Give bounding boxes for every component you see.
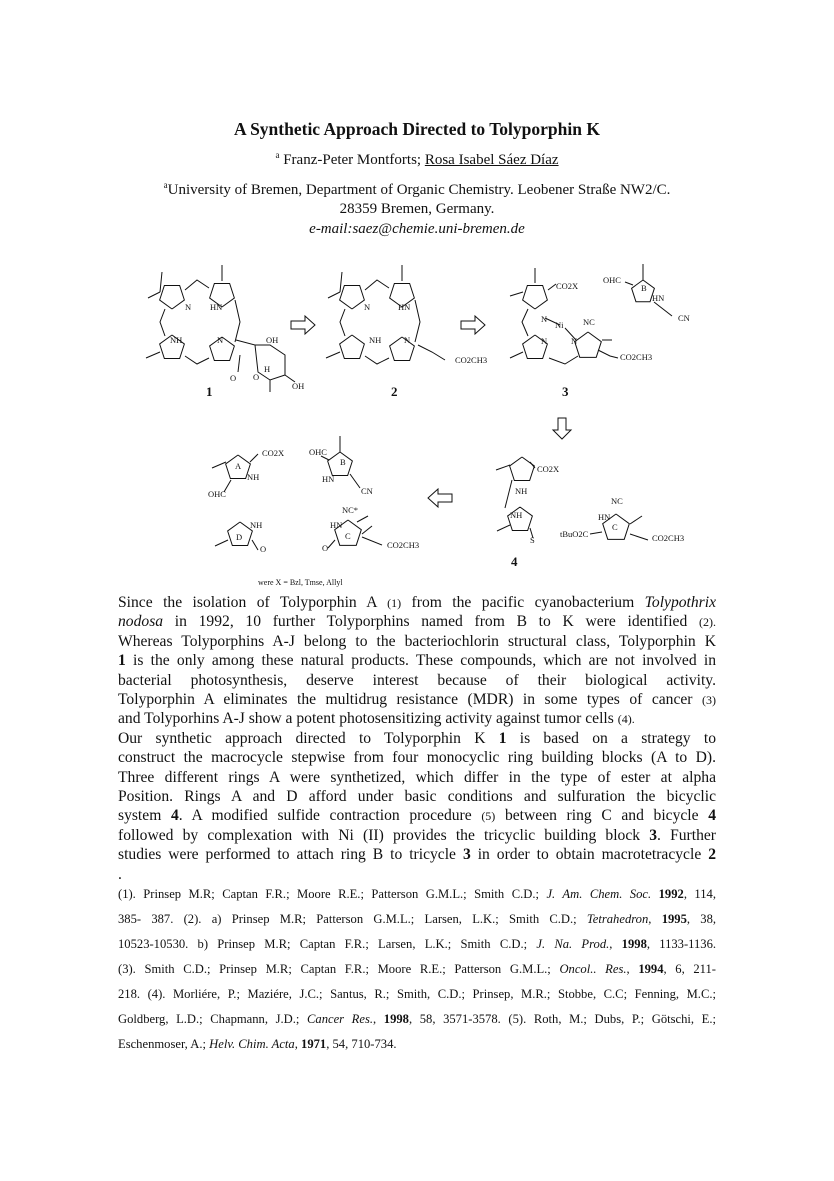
structure-atom-label: OHC <box>603 275 621 285</box>
bond <box>350 474 360 488</box>
structure-atom-label: NH <box>369 335 382 345</box>
structure-atom-label: D <box>236 532 243 542</box>
text-segment: , <box>648 912 662 926</box>
text-segment: followed by complexation with Ni (II) provides the tricyclic building block <box>118 826 650 844</box>
bond <box>252 540 258 550</box>
scheme-footnote: were X = Bzl, Tmse, Allyl <box>258 578 343 587</box>
text-segment <box>651 887 658 901</box>
bond <box>340 309 345 336</box>
reference-line <box>118 960 716 978</box>
structure-atom-label: CO2CH3 <box>455 355 488 365</box>
bond <box>328 540 335 548</box>
structure-atom-label: C <box>345 531 351 541</box>
structure-atom-label: B <box>641 283 647 293</box>
text-segment: 3 <box>462 846 471 864</box>
reference-line <box>118 1035 716 1053</box>
bond <box>362 537 382 545</box>
text-segment: 1 <box>118 652 126 670</box>
text-segment: in 1992, 10 further Tolyporphins named from B to K were identified <box>163 613 699 631</box>
compound-number: 2 <box>391 384 398 399</box>
reference-line <box>118 985 716 1003</box>
structure-atom-label: NC <box>611 496 623 506</box>
text-segment: nodosa <box>118 613 164 631</box>
structure-atom-label: N <box>185 302 192 312</box>
compound-number: 4 <box>511 554 518 569</box>
text-segment: and Tolyporhins A-J show a potent photosensitizing activity against tumor cells <box>118 710 618 728</box>
paragraph-line <box>118 788 716 806</box>
bond <box>415 300 420 342</box>
bond <box>496 465 510 470</box>
text-segment: construct the macrocycle stepwise from four monocyclic ring building blocks (A to D). <box>118 749 716 767</box>
structure-atom-label: C <box>612 522 618 532</box>
compound-number: 3 <box>562 384 569 399</box>
structure-atom-label: NC* <box>342 505 359 515</box>
text-segment: Tolyporphin A eliminates the multidrug resistance (MDR) in some types of cancer <box>118 691 702 708</box>
bond <box>160 272 162 292</box>
bond <box>185 356 209 364</box>
ring <box>340 335 365 359</box>
structure-atom-label: N <box>571 336 578 346</box>
compound-number: 1 <box>206 384 213 399</box>
structure-atom-label: HN <box>652 293 665 303</box>
bond <box>328 292 340 298</box>
bond <box>630 534 648 540</box>
text-segment: (1). Prinsep M.R; Captan F.R.; Moore R.E.; Patterson G.M.L.; Smith C.D.; <box>118 887 547 901</box>
bond <box>236 340 285 380</box>
paragraph-line <box>118 866 716 884</box>
structure-atom-label: OHC <box>208 489 226 499</box>
text-segment: (5) <box>481 809 496 824</box>
text-segment: bacterial photosynthesis, deserve interest because of their biological activity. <box>118 671 716 689</box>
bond <box>522 309 528 336</box>
bond <box>160 309 165 336</box>
structure-atom-label: NH <box>510 510 523 520</box>
text-segment: (3) <box>702 693 716 707</box>
text-segment: 1 <box>498 729 507 747</box>
structure-atom-label: CN <box>361 486 373 496</box>
structure-atom-label: CO2X <box>556 281 579 291</box>
text-segment: , <box>294 1037 302 1051</box>
ring <box>160 285 185 309</box>
text-segment: Cancer Res. <box>307 1012 374 1026</box>
structure-atom-label: S <box>530 535 535 545</box>
paragraph-line <box>118 594 716 612</box>
reference-line <box>118 885 716 903</box>
text-segment: 3 <box>649 826 658 844</box>
text-segment: is based on a strategy to <box>506 729 716 747</box>
structure-atom-label: HN <box>330 520 343 530</box>
structure-atom-label: O <box>260 544 267 554</box>
structure-atom-label: OHC <box>309 447 327 457</box>
structure-atom-label: H <box>264 364 271 374</box>
affiliation-line-1: University of Bremen, Department of Organic Chemistry. Leobener Straße NW2/C. <box>167 182 671 198</box>
text-segment: Oncol.. Res. <box>559 962 627 976</box>
bond <box>235 300 240 342</box>
text-segment: , <box>609 937 622 951</box>
text-segment: , 114, <box>683 887 716 901</box>
bond <box>326 352 340 358</box>
structure-atom-label: NH <box>247 472 260 482</box>
author-affiliation-marker: a <box>275 150 280 160</box>
text-segment: system <box>118 807 171 825</box>
email: e-mail:saez@chemie.uni-bremen.de <box>309 221 525 237</box>
affiliation-line-2: 28359 Bremen, Germany. <box>339 201 495 217</box>
text-segment: , 58, 3571-3578. (5). Roth, M.; Dubs, P.; Götschi, E.; <box>408 1012 717 1026</box>
paragraph-line <box>118 807 716 825</box>
text-segment: , <box>373 1012 384 1026</box>
structure-atom-label: CO2CH3 <box>620 352 653 362</box>
bond <box>362 526 372 534</box>
structure-atom-label: N <box>541 314 548 324</box>
structure-atom-label: OH <box>266 335 279 345</box>
paragraph-line <box>118 652 716 670</box>
text-segment: , 38, <box>686 912 717 926</box>
bond <box>365 356 389 364</box>
structure-atom-label: N <box>217 335 224 345</box>
text-segment: (1) <box>387 596 402 610</box>
structure-atom-label: HN <box>398 302 411 312</box>
text-segment: Our synthetic approach directed to Tolyporphin K <box>118 729 499 747</box>
author-saez-diaz: Rosa Isabel Sáez Díaz <box>424 152 559 168</box>
text-segment: 1992 <box>658 887 684 901</box>
text-segment: 10523-10530. b) Prinsep M.R; Captan F.R.; Larsen, L.K.; Smith C.D.; <box>118 937 537 951</box>
structure-atom-label: CO2X <box>537 464 560 474</box>
text-segment: Since the isolation of Tolyporphin A <box>118 594 388 611</box>
structure-atom-label: CO2X <box>262 448 285 458</box>
text-segment: (2). <box>699 615 716 630</box>
paragraph-line <box>118 613 716 631</box>
bond <box>365 280 389 290</box>
bond <box>238 355 240 372</box>
text-segment: (4). <box>617 712 635 727</box>
bond <box>250 454 258 462</box>
ring <box>510 457 535 481</box>
affiliation-marker: a <box>163 180 168 190</box>
bond <box>625 282 633 285</box>
reference-line <box>118 910 716 928</box>
bond <box>146 352 160 358</box>
reference-line <box>118 1010 716 1028</box>
structure-atom-label: tBuO2C <box>560 529 589 539</box>
paragraph-line <box>118 846 716 864</box>
paragraph-line <box>118 827 716 845</box>
structure-atom-label: N <box>404 335 411 345</box>
text-segment: in order to obtain macrotetracycle <box>470 846 709 864</box>
bond <box>357 516 368 522</box>
structure-atom-label: HN <box>322 474 335 484</box>
text-segment: J. Am. Chem. Soc. <box>546 887 652 901</box>
structure-atom-label: HN <box>598 512 611 522</box>
structure-atom-label: A <box>235 461 242 471</box>
text-segment: 2 <box>708 846 716 864</box>
ring <box>575 332 602 357</box>
bond <box>654 302 672 316</box>
text-segment: Whereas Tolyporphins A-J belong to the bacteriochlorin structural class, Tolyporphin K <box>118 632 716 650</box>
text-segment: 1998 <box>383 1012 409 1026</box>
bond <box>215 540 228 546</box>
paragraph-line <box>118 710 716 728</box>
retro-arrow-left-icon <box>428 489 452 507</box>
structure-atom-label: NH <box>170 335 183 345</box>
structure-atom-label: B <box>340 457 346 467</box>
text-segment: . <box>118 865 122 883</box>
structure-atom-label: Ni <box>555 320 564 330</box>
text-segment: 1994 <box>638 962 664 976</box>
bond <box>548 284 556 290</box>
structure-atom-label: N <box>364 302 371 312</box>
text-segment: Tetrahedron <box>586 912 649 926</box>
structure-atom-label: N <box>541 336 548 346</box>
structure-atom-label: NH <box>515 486 528 496</box>
paragraph-line <box>118 749 716 767</box>
reference-line <box>118 935 716 953</box>
text-segment: (3). Smith C.D.; Prinsep M.R; Captan F.R.; Moore R.E.; Patterson G.M.L.; <box>118 962 560 976</box>
text-segment: 4 <box>170 807 179 825</box>
structure-atom-label: CN <box>678 313 690 323</box>
text-segment: studies were performed to attach ring B to tricycle <box>118 846 463 864</box>
bond <box>148 292 160 298</box>
bond <box>212 462 226 468</box>
bond <box>497 525 510 531</box>
text-segment: , 6, 211- <box>663 962 716 976</box>
text-segment: from the pacific cyanobacterium <box>401 594 645 611</box>
bond <box>590 532 602 534</box>
bond <box>418 345 445 360</box>
text-segment: 4 <box>708 807 716 825</box>
text-segment: 385- 387. (2). a) Prinsep M.R; Patterson G.M.L.; Larsen, L.K.; Smith C.D.; <box>118 912 587 926</box>
retro-arrow-right-icon <box>291 316 315 334</box>
text-segment: Position. Rings A and D afford under basic conditions and sulfuration the bicyclic <box>118 788 716 805</box>
bond <box>505 480 512 508</box>
structure-atom-label: NH <box>250 520 263 530</box>
bond <box>185 280 209 290</box>
structure-atom-label: CO2CH3 <box>387 540 420 550</box>
text-segment: , 54, 710-734. <box>326 1037 397 1051</box>
text-segment: 1998 <box>621 937 647 951</box>
bond <box>510 352 523 358</box>
ring <box>390 337 415 361</box>
paragraph-line <box>118 769 716 787</box>
author-montforts: Franz-Peter Montforts; <box>283 152 425 168</box>
paragraph-line <box>118 730 716 748</box>
paragraph-line <box>118 691 716 709</box>
text-segment: , 1133-1136. <box>646 937 717 951</box>
retro-arrow-down-icon <box>553 418 571 439</box>
paper-title: A Synthetic Approach Directed to Tolyporphin K <box>234 119 600 139</box>
text-segment: . A modified sulfide contraction procedure <box>178 807 482 825</box>
text-segment: Tolypothrix <box>644 594 716 611</box>
text-segment: , <box>626 962 639 976</box>
text-segment: . Further <box>657 826 716 844</box>
structure-atom-label: HN <box>210 302 223 312</box>
bond <box>598 350 618 358</box>
text-segment: is the only among these natural products. These compounds, which are not involved in <box>125 652 716 670</box>
structure-atom-label: O <box>230 373 237 383</box>
text-segment: Helv. Chim. Acta <box>209 1037 295 1051</box>
bond <box>340 272 342 292</box>
ring <box>340 285 365 309</box>
retro-arrow-right-icon <box>461 316 485 334</box>
text-segment: 1995 <box>661 912 687 926</box>
bond <box>549 356 578 364</box>
structure-atom-label: OH <box>292 381 305 391</box>
bond <box>530 462 535 468</box>
paragraph-line <box>118 633 716 651</box>
paragraph-line <box>118 672 716 690</box>
bond <box>630 516 642 524</box>
structure-atom-label: NC <box>583 317 595 327</box>
bond <box>510 292 523 296</box>
text-segment: Goldberg, L.D.; Chapmann, J.D.; <box>118 1012 307 1026</box>
text-segment: between ring C and bicycle <box>495 807 709 825</box>
ring <box>523 285 548 309</box>
structure-atom-label: CO2CH3 <box>652 533 685 543</box>
text-segment: Three different rings A were synthetized, which differ in the type of ester at alpha <box>118 768 716 786</box>
text-segment: J. Na. Prod. <box>536 937 610 951</box>
structure-atom-label: O <box>253 372 260 382</box>
text-segment: Eschenmoser, A.; <box>118 1037 210 1051</box>
text-segment: 1971 <box>301 1037 327 1051</box>
structure-atom-label: O <box>322 543 329 553</box>
text-segment: 218. (4). Morliére, P.; Maziére, J.C.; Santus, R.; Smith, C.D.; Prinsep, M.R.; Stobbe, C.C; Fenning, M.C.; <box>118 987 716 1001</box>
